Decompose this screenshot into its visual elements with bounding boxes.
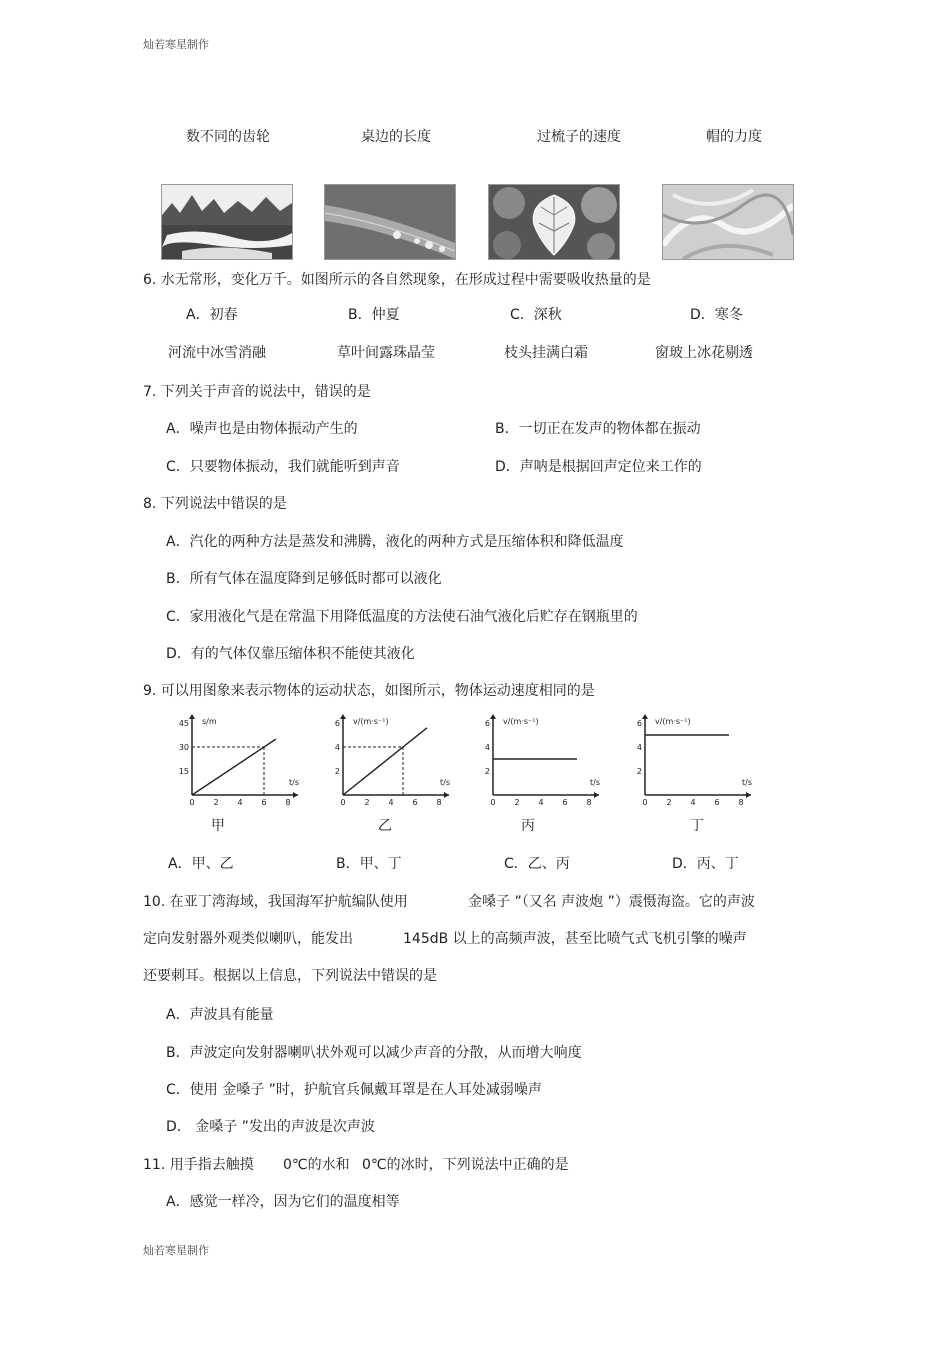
x-tick-label: 2 bbox=[213, 798, 219, 807]
x-axis-arrow bbox=[293, 792, 298, 798]
q9-stem: 9. 可以用图象来表示物体的运动状态，如图所示，物体运动速度相同的是 bbox=[143, 683, 595, 699]
x-tick-label: 8 bbox=[436, 798, 442, 807]
q10-option-d: D． 金嗓子 ”发出的声波是次声波 bbox=[166, 1119, 375, 1135]
y-axis-title: v/(m·s⁻¹) bbox=[353, 717, 389, 726]
q9-option-a: A．甲、乙 bbox=[168, 856, 234, 872]
x-tick-label: 0 bbox=[340, 798, 346, 807]
q7-stem: 7. 下列关于声音的说法中，错误的是 bbox=[143, 384, 371, 400]
photo-frost-flowers-window bbox=[662, 184, 794, 260]
q8-option-d: D．有的气体仅靠压缩体积不能使其液化 bbox=[166, 646, 415, 662]
y-axis-title: v/(m·s⁻¹) bbox=[503, 717, 539, 726]
y-axis-arrow bbox=[340, 714, 346, 719]
x-axis-arrow bbox=[444, 792, 449, 798]
page-footer: 灿若寒星制作 bbox=[143, 1244, 209, 1257]
x-axis-arrow bbox=[746, 792, 751, 798]
q6-caption-a: 河流中冰雪消融 bbox=[168, 345, 266, 361]
q11-stem-a: 11. 用手指去触摸 bbox=[143, 1157, 254, 1173]
x-tick-label: 2 bbox=[364, 798, 370, 807]
q10-line1-b: 金嗓子 ”（又名 声波炮 ”）震慑海盗。它的声波 bbox=[468, 894, 755, 910]
x-tick-label: 4 bbox=[237, 798, 243, 807]
y-axis-arrow bbox=[490, 714, 496, 719]
y-tick-label: 6 bbox=[636, 719, 642, 728]
q6-stem: 6. 水无常形，变化万千。如图所示的各自然现象，在形成过程中需要吸收热量的是 bbox=[143, 272, 651, 288]
q10-line3: 还要刺耳。根据以上信息，下列说法中错误的是 bbox=[143, 968, 437, 984]
x-tick-label: 0 bbox=[642, 798, 648, 807]
y-axis-title: v/(m·s⁻¹) bbox=[655, 717, 691, 726]
photo-dew-on-grass bbox=[324, 184, 456, 260]
q9-option-b: B．甲、丁 bbox=[336, 856, 402, 872]
x-tick-label: 2 bbox=[666, 798, 672, 807]
q6-caption-d: 窗玻上冰花剔透 bbox=[655, 345, 753, 361]
q6-option-d: D．寒冬 bbox=[690, 307, 743, 323]
y-tick-label: 6 bbox=[484, 719, 490, 728]
x-tick-label: 4 bbox=[690, 798, 696, 807]
chart-label-yi: 乙 bbox=[378, 818, 392, 834]
x-axis-title: t/s bbox=[440, 778, 450, 787]
q11-stem-b: 0℃的水和 bbox=[283, 1157, 350, 1173]
q10-line1-a: 10. 在亚丁湾海域，我国海军护航编队使用 bbox=[143, 894, 408, 910]
y-tick-label: 4 bbox=[334, 743, 340, 752]
y-tick-label: 6 bbox=[334, 719, 340, 728]
top-caption-4: 帽的力度 bbox=[706, 129, 762, 145]
x-axis-title: t/s bbox=[742, 778, 752, 787]
q6-caption-b: 草叶间露珠晶莹 bbox=[337, 345, 435, 361]
q8-option-a: A．汽化的两种方法是蒸发和沸腾，液化的两种方式是压缩体积和降低温度 bbox=[166, 534, 624, 550]
top-caption-3: 过梳子的速度 bbox=[537, 129, 621, 145]
q10-line2-b: 145dB 以上的高频声波，甚至比喷气式飞机引擎的噪声 bbox=[403, 931, 747, 947]
q10-option-b: B．声波定向发射器喇叭状外观可以减少声音的分散，从而增大响度 bbox=[166, 1045, 582, 1061]
q10-option-a: A．声波具有能量 bbox=[166, 1007, 274, 1023]
photo-melting-river bbox=[161, 184, 293, 260]
q6-option-c: C．深秋 bbox=[510, 307, 562, 323]
chart-jia bbox=[172, 712, 302, 812]
q8-option-b: B．所有气体在温度降到足够低时都可以液化 bbox=[166, 571, 442, 587]
x-tick-label: 6 bbox=[261, 798, 267, 807]
x-tick-label: 0 bbox=[490, 798, 496, 807]
chart-label-jia: 甲 bbox=[211, 818, 225, 834]
q6-caption-c: 枝头挂满白霜 bbox=[504, 345, 588, 361]
x-tick-label: 8 bbox=[285, 798, 291, 807]
x-tick-label: 2 bbox=[514, 798, 520, 807]
y-tick-label: 30 bbox=[178, 743, 189, 752]
q8-stem: 8. 下列说法中错误的是 bbox=[143, 496, 287, 512]
x-tick-label: 6 bbox=[714, 798, 720, 807]
x-tick-label: 6 bbox=[412, 798, 418, 807]
page-header: 灿若寒星制作 bbox=[143, 38, 209, 51]
top-caption-1: 数不同的齿轮 bbox=[186, 129, 270, 145]
q6-option-a: A．初春 bbox=[186, 307, 238, 323]
series-line bbox=[343, 728, 427, 795]
top-caption-2: 桌边的长度 bbox=[361, 129, 431, 145]
y-axis-title: s/m bbox=[202, 717, 217, 726]
x-tick-label: 4 bbox=[388, 798, 394, 807]
y-tick-label: 2 bbox=[484, 767, 490, 776]
q11-stem-c: 0℃的冰时，下列说法中正确的是 bbox=[362, 1157, 569, 1173]
y-tick-label: 2 bbox=[636, 767, 642, 776]
y-tick-label: 45 bbox=[178, 719, 189, 728]
q7-option-a: A．噪声也是由物体振动产生的 bbox=[166, 421, 358, 437]
x-axis-title: t/s bbox=[590, 778, 600, 787]
y-tick-label: 4 bbox=[636, 743, 642, 752]
chart-ding bbox=[625, 712, 775, 812]
y-axis-arrow bbox=[642, 714, 648, 719]
q9-option-d: D．丙、丁 bbox=[672, 856, 739, 872]
y-tick-label: 15 bbox=[178, 767, 189, 776]
chart-label-ding: 丁 bbox=[690, 818, 704, 834]
x-axis-arrow bbox=[594, 792, 599, 798]
chart-yi bbox=[323, 712, 473, 812]
x-axis-title: t/s bbox=[289, 778, 299, 787]
chart-bing bbox=[473, 712, 623, 812]
x-tick-label: 6 bbox=[562, 798, 568, 807]
q11-option-a: A．感觉一样冷，因为它们的温度相等 bbox=[166, 1194, 400, 1210]
q8-option-c: C．家用液化气是在常温下用降低温度的方法使石油气液化后贮存在钢瓶里的 bbox=[166, 609, 638, 625]
y-axis-arrow bbox=[189, 714, 195, 719]
x-tick-label: 8 bbox=[738, 798, 744, 807]
photo-frost-on-leaves bbox=[488, 184, 620, 260]
q7-option-d: D．声呐是根据回声定位来工作的 bbox=[495, 459, 702, 475]
chart-label-bing: 丙 bbox=[521, 818, 535, 834]
q9-option-c: C．乙、丙 bbox=[504, 856, 570, 872]
q7-option-c: C．只要物体振动，我们就能听到声音 bbox=[166, 459, 400, 475]
y-tick-label: 2 bbox=[334, 767, 340, 776]
x-tick-label: 8 bbox=[586, 798, 592, 807]
y-tick-label: 4 bbox=[484, 743, 490, 752]
x-tick-label: 4 bbox=[538, 798, 544, 807]
q6-option-b: B．仲夏 bbox=[348, 307, 400, 323]
q10-line2-a: 定向发射器外观类似喇叭，能发出 bbox=[143, 931, 353, 947]
q10-option-c: C．使用 金嗓子 ”时，护航官兵佩戴耳罩是在人耳处减弱噪声 bbox=[166, 1082, 542, 1098]
x-tick-label: 0 bbox=[189, 798, 195, 807]
q7-option-b: B．一切正在发声的物体都在振动 bbox=[495, 421, 701, 437]
